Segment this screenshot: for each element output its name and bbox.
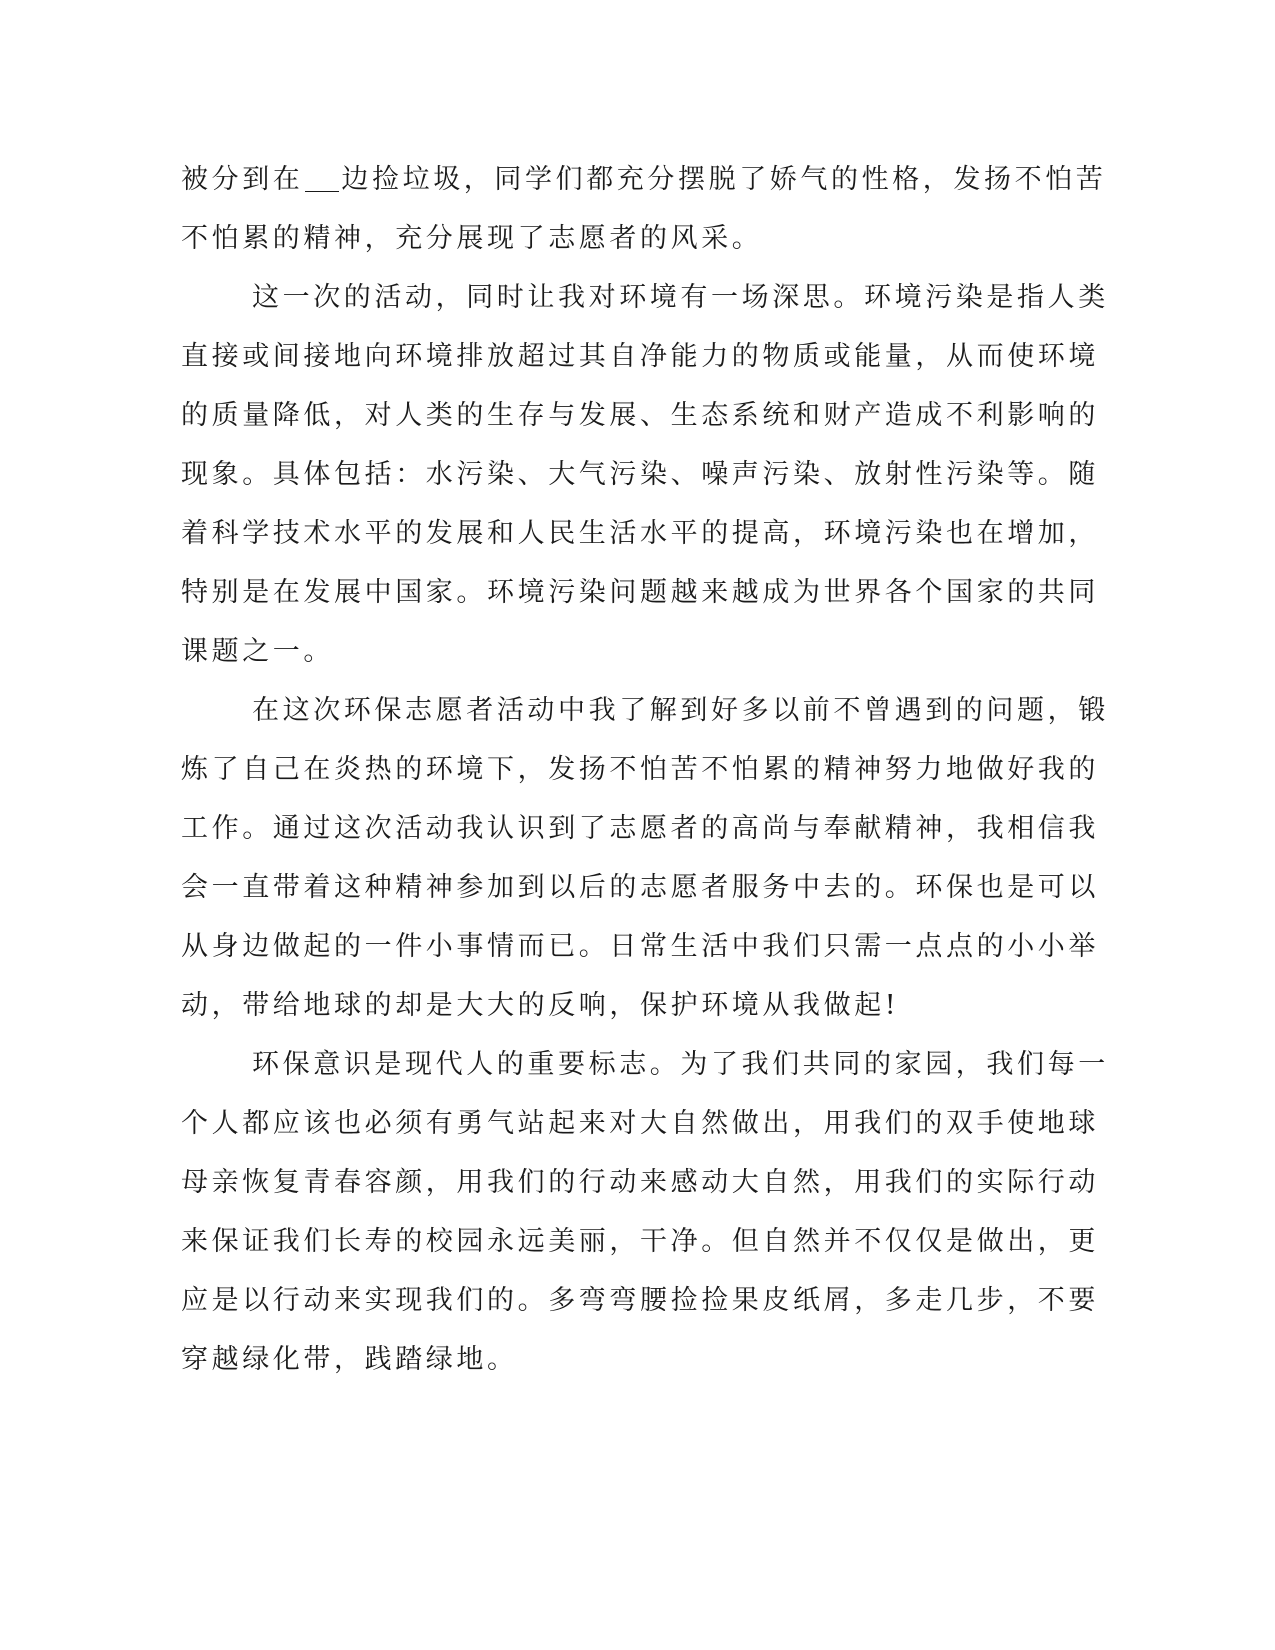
text-line: 直接或间接地向环境排放超过其自净能力的物质或能量，从而使环境 [181,341,1099,372]
text-line: 着科学技术水平的发展和人民生活水平的提高，环境污染也在增加， [181,518,1099,549]
text-line: 工作。通过这次活动我认识到了志愿者的高尚与奉献精神，我相信我 [181,813,1099,844]
text-line: 会一直带着这种精神参加到以后的志愿者服务中去的。环保也是可以 [181,872,1099,903]
fill-in-blank [305,161,339,192]
text-segment: 边捡垃圾，同学们都充分摆脱了娇气的性格，发扬不怕苦 [341,164,1107,195]
text-line: 穿越绿化带，践踏绿地。 [181,1344,518,1375]
text-line: 应是以行动来实现我们的。多弯弯腰捡捡果皮纸屑，多走几步，不要 [181,1285,1099,1316]
paragraph-3 [181,681,1109,1035]
document-page [181,150,1109,1389]
text-line [181,150,1107,209]
paragraph-1 [181,150,1107,268]
text-line: 不怕累的精神，充分展现了志愿者的风采。 [181,223,763,254]
text-line: 从身边做起的一件小事情而已。日常生活中我们只需一点点的小小举 [181,931,1099,962]
text-line: 来保证我们长寿的校园永远美丽，干净。但自然并不仅仅是做出，更 [181,1226,1099,1257]
text-line: 动，带给地球的却是大大的反响，保护环境从我做起! [181,990,900,1021]
text-line: 环保意识是现代人的重要标志。为了我们共同的家园，我们每一 [252,1049,1109,1080]
text-line: 课题之一。 [181,636,334,667]
text-line: 母亲恢复青春容颜，用我们的行动来感动大自然，用我们的实际行动 [181,1167,1099,1198]
text-line: 炼了自己在炎热的环境下，发扬不怕苦不怕累的精神努力地做好我的 [181,754,1099,785]
text-line: 现象。具体包括：水污染、大气污染、噪声污染、放射性污染等。随 [181,459,1099,490]
text-line: 的质量降低，对人类的生存与发展、生态系统和财产造成不利影响的 [181,400,1099,431]
text-line: 个人都应该也必须有勇气站起来对大自然做出，用我们的双手使地球 [181,1108,1099,1139]
text-line: 特别是在发展中国家。环境污染问题越来越成为世界各个国家的共同 [181,577,1099,608]
text-line: 这一次的活动，同时让我对环境有一场深思。环境污染是指人类 [252,282,1109,313]
text-line: 在这次环保志愿者活动中我了解到好多以前不曾遇到的问题，锻 [252,695,1109,726]
paragraph-2 [181,268,1109,681]
text-segment: 被分到在 [181,164,304,195]
paragraph-4 [181,1035,1109,1389]
